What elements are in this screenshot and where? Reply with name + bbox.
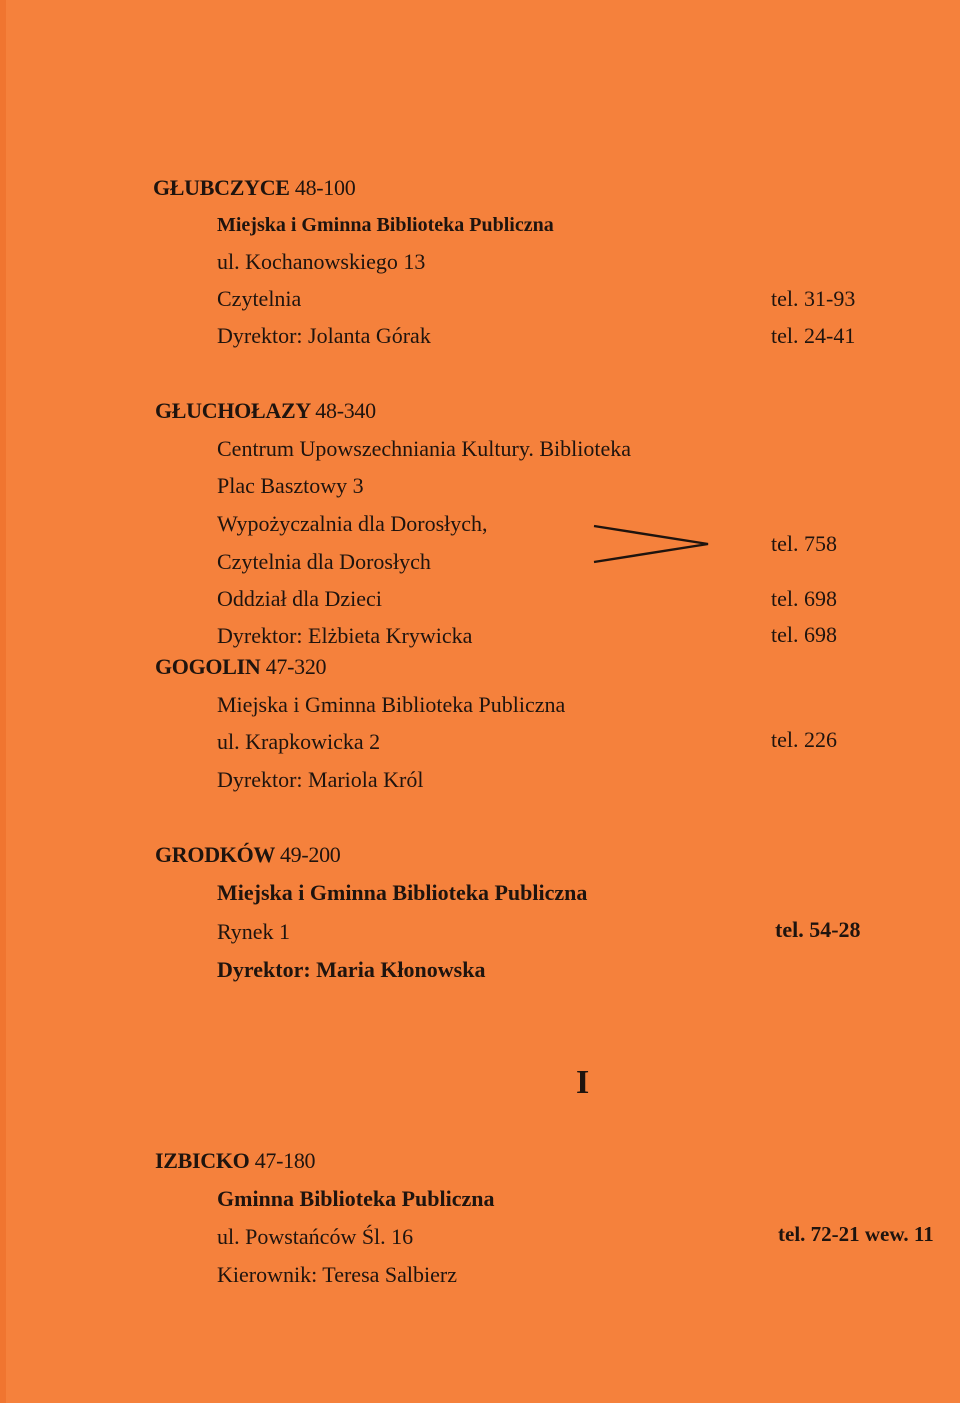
phone-number: tel. 758 xyxy=(771,531,837,556)
page-edge xyxy=(0,0,6,1403)
section-heading xyxy=(155,842,340,868)
phone-number: tel. 226 xyxy=(771,727,837,752)
town-name: GŁUCHOŁAZY xyxy=(155,398,311,423)
phone-number: tel. 31-93 xyxy=(771,286,856,311)
index-letter: I xyxy=(576,1064,590,1101)
town-name: GRODKÓW xyxy=(155,842,275,867)
street-address: Rynek 1 xyxy=(217,919,291,944)
phone-number: tel. 698 xyxy=(771,586,837,611)
entry-label: Czytelnia xyxy=(217,286,302,311)
section-heading xyxy=(153,175,355,201)
entry-label: Dyrektor: Maria Kłonowska xyxy=(217,957,486,982)
institution-name: Miejska i Gminna Biblioteka Publiczna xyxy=(217,692,566,717)
entry-label: Czytelnia dla Dorosłych xyxy=(217,549,431,574)
postal-code: 48-100 xyxy=(294,175,356,200)
entry-label: Dyrektor: Jolanta Górak xyxy=(217,323,431,348)
institution-name: Miejska i Gminna Biblioteka Publiczna xyxy=(217,880,588,905)
phone-number: tel. 698 xyxy=(771,622,837,647)
entry-label: Oddział dla Dzieci xyxy=(217,586,382,611)
institution-name: Miejska i Gminna Biblioteka Publiczna xyxy=(217,214,554,236)
postal-code: 47-320 xyxy=(265,654,327,679)
street-address: ul. Krapkowicka 2 xyxy=(217,729,381,754)
section-heading xyxy=(155,398,376,424)
section-heading xyxy=(155,1148,315,1174)
street-address: ul. Powstańców Śl. 16 xyxy=(217,1224,414,1249)
street-address: Plac Basztowy 3 xyxy=(217,473,364,498)
postal-code: 47-180 xyxy=(254,1148,316,1173)
section-heading xyxy=(155,654,326,680)
postal-code: 48-340 xyxy=(315,398,376,423)
phone-number: tel. 24-41 xyxy=(771,323,856,348)
town-name: GŁUBCZYCE xyxy=(153,175,290,200)
institution-name: Gminna Biblioteka Publiczna xyxy=(217,1186,495,1211)
phone-number: tel. 54-28 xyxy=(775,917,861,942)
entry-label: Dyrektor: Elżbieta Krywicka xyxy=(217,623,473,648)
town-name: IZBICKO xyxy=(155,1148,250,1173)
phone-number: tel. 72-21 wew. 11 xyxy=(778,1222,934,1246)
town-name: GOGOLIN xyxy=(155,654,261,679)
grouping-bracket xyxy=(590,520,720,570)
street-address: ul. Kochanowskiego 13 xyxy=(217,249,426,274)
entry-label: Kierownik: Teresa Salbierz xyxy=(217,1262,457,1287)
postal-code: 49-200 xyxy=(279,842,341,867)
entry-label: Wypożyczalnia dla Dorosłych, xyxy=(217,511,488,536)
entry-label: Dyrektor: Mariola Król xyxy=(217,767,424,792)
institution-name: Centrum Upowszechniania Kultury. Biblioteka xyxy=(217,436,632,461)
